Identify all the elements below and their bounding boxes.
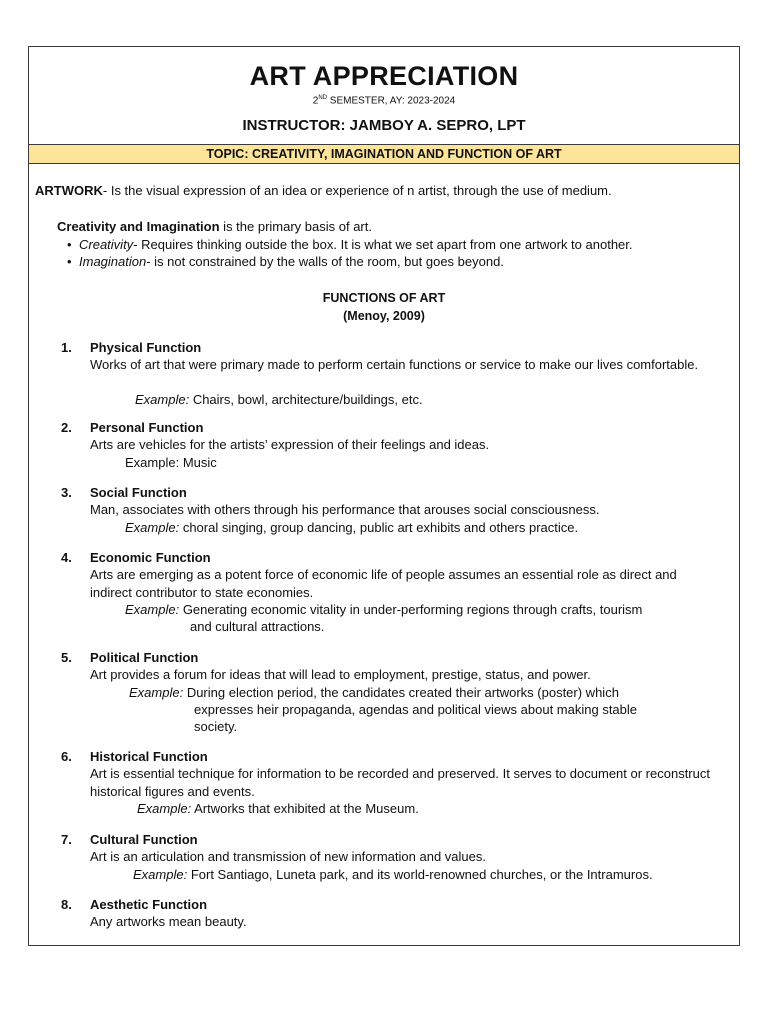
semester-line — [29, 95, 739, 106]
example-text: Artworks that exhibited at the Museum. — [191, 801, 419, 816]
example-label: Example: — [125, 602, 180, 617]
bullet-term: Creativity — [79, 237, 134, 252]
function-example-continued: expresses heir propaganda, agendas and political views about making stable — [194, 702, 638, 717]
functions-heading-citation: (Menoy, 2009) — [343, 309, 425, 323]
creativity-bullets — [67, 236, 633, 270]
function-example — [137, 800, 757, 817]
function-number: 1. — [61, 340, 72, 355]
function-example — [125, 454, 745, 471]
instructor-line: INSTRUCTOR: JAMBOY A. SEPRO, LPT — [242, 117, 526, 134]
bullet-dot-icon: • — [67, 254, 72, 269]
function-number: 7. — [61, 832, 72, 847]
artwork-definition — [35, 183, 612, 198]
function-name: Social Function — [90, 485, 187, 500]
creativity-intro — [57, 219, 372, 234]
function-number: 2. — [61, 420, 72, 435]
example-label: Example: — [137, 801, 192, 816]
function-number: 5. — [61, 650, 72, 665]
example-label: Example: — [125, 520, 180, 535]
example-text: Fort Santiago, Luneta park, and its world-renowned churches, or the Intramuros. — [187, 867, 653, 882]
example-text: Chairs, bowl, architecture/buildings, etc. — [189, 392, 423, 407]
function-description: Works of art that were primary made to perform certain functions or service to make our lives comfortable. — [90, 357, 699, 373]
function-name: Aesthetic Function — [90, 897, 208, 912]
creativity-rest: is the primary basis of art. — [219, 219, 372, 234]
example-label: Example: — [125, 455, 180, 470]
function-example — [129, 684, 749, 701]
artwork-definition-text: - Is the visual expression of an idea or experience of n artist, through the use of medium. — [102, 183, 612, 198]
function-name: Historical Function — [90, 749, 208, 764]
semester-suffix: ND — [318, 95, 327, 101]
functions-heading — [29, 289, 739, 325]
example-text: choral singing, group dancing, public art exhibits and others practice. — [179, 520, 579, 535]
function-number: 3. — [61, 485, 72, 500]
function-description: Arts are vehicles for the artists’ expression of their feelings and ideas. — [90, 437, 490, 453]
function-example — [133, 866, 753, 883]
function-name: Personal Function — [90, 420, 204, 435]
example-text: During election period, the candidates created their artworks (poster) which — [183, 685, 619, 700]
function-example-continued: and cultural attractions. — [190, 619, 325, 634]
example-text: Music — [179, 455, 217, 470]
example-text: Generating economic vitality in under-performing regions through crafts, tourism — [179, 602, 643, 617]
function-example — [125, 519, 745, 536]
example-label: Example: — [129, 685, 184, 700]
bullet-term: Imagination — [79, 254, 147, 269]
function-description: Arts are emerging as a potent force of economic life of people assumes an essential role as direct and indirect contributor to state economies. — [90, 567, 677, 600]
functions-heading-title: FUNCTIONS OF ART — [322, 291, 446, 305]
artwork-term: ARTWORK — [35, 183, 103, 198]
bullet-text: - is not constrained by the walls of the room, but goes beyond. — [146, 254, 504, 269]
bullet-creativity — [67, 236, 633, 253]
function-name: Physical Function — [90, 340, 202, 355]
document-frame — [28, 46, 740, 946]
function-description: Art provides a forum for ideas that will lead to employment, prestige, status, and power. — [90, 667, 591, 683]
function-number: 8. — [61, 897, 72, 912]
semester-rest: SEMESTER, AY: 2023-2024 — [327, 95, 456, 107]
function-description: Any artworks mean beauty. — [90, 914, 247, 930]
semester-number: 2 — [312, 95, 319, 107]
function-number: 6. — [61, 749, 72, 764]
function-example — [125, 601, 745, 618]
example-label: Example: — [135, 392, 190, 407]
function-example-continued-2: society. — [194, 719, 238, 734]
function-name: Economic Function — [90, 550, 211, 565]
topic-bar: TOPIC: CREATIVITY, IMAGINATION AND FUNCTION OF ART — [29, 145, 739, 164]
function-description: Art is an articulation and transmission of new information and values. — [90, 849, 486, 865]
page-title: ART APPRECIATION — [249, 61, 519, 91]
creativity-term: Creativity and Imagination — [57, 219, 220, 234]
bullet-text: - Requires thinking outside the box. It is what we set apart from one artwork to another. — [133, 237, 633, 252]
function-name: Cultural Function — [90, 832, 198, 847]
bullet-imagination — [67, 253, 633, 270]
function-name: Political Function — [90, 650, 199, 665]
function-number: 4. — [61, 550, 72, 565]
example-label: Example: — [133, 867, 188, 882]
bullet-dot-icon: • — [67, 237, 72, 252]
function-description: Man, associates with others through his performance that arouses social consciousness. — [90, 502, 600, 518]
function-description: Art is essential technique for information to be recorded and preserved. It serves to document or reconstruct historical figures and events. — [90, 766, 710, 799]
function-example — [135, 391, 755, 408]
